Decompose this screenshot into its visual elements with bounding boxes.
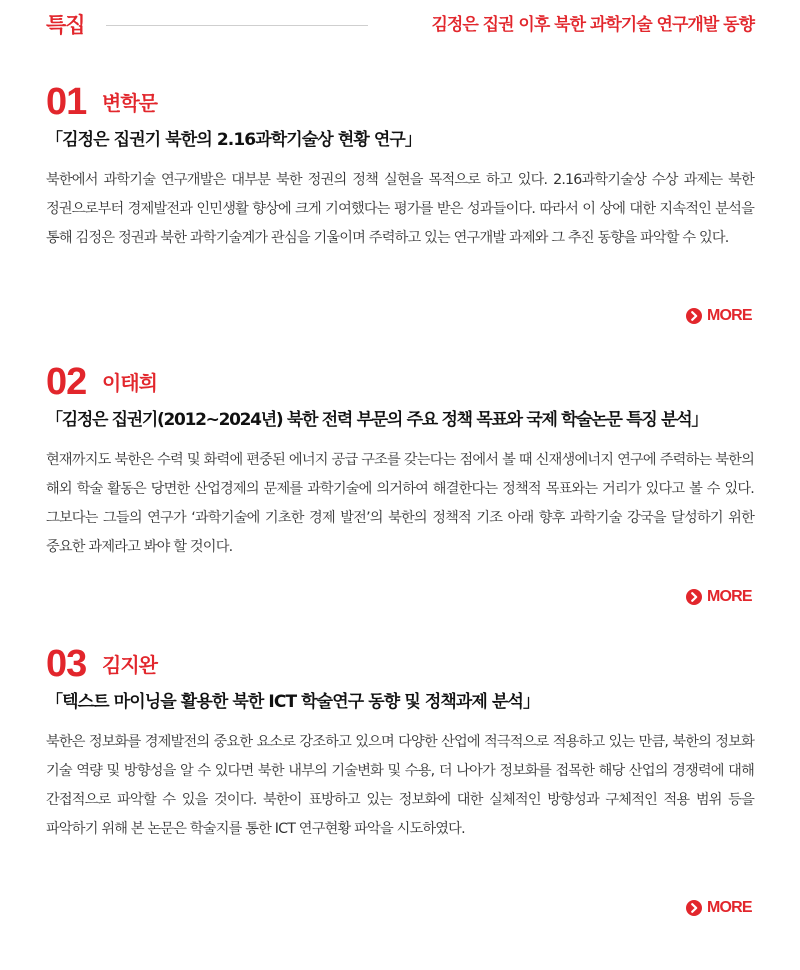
article-title: 「김정은 집권기(2012~2024년) 북한 전력 부문의 주요 정책 목표와 국제 학술논문 특징 분석」	[46, 410, 708, 430]
more-label: MORE	[707, 899, 752, 916]
article-01	[46, 82, 754, 253]
chevron-right-icon	[686, 900, 702, 916]
article-title: 「텍스트 마이닝을 활용한 북한 ICT 학술연구 동향 및 정책과제 분석」	[46, 692, 540, 712]
section-title: 김정은 집권 이후 북한 과학기술 연구개발 동향	[431, 15, 754, 35]
article-number: 02	[46, 361, 87, 403]
chevron-right-icon	[686, 589, 702, 605]
article-summary: 북한은 정보화를 경제발전의 중요한 요소로 강조하고 있으며 다양한 산업에 적극적으로 적용하고 있는 만큼, 북한의 정보화 기술 역량 및 방향성을 알 수 있다면 북한 내부의 기술변화 및 수용, 더 나아가 정보화를 접목한 해당 산업의 경쟁력에 대해 간접적으로 파악할 수 있을 것이다. 북한이 표방하고 있는 정보화에 대한 실체적인 방향성과 구체적인 적용 범위 등을 파악하기 위해 본 논문은 학술지를 통한 ICT 연구현황 파악을 시도하였다.	[46, 734, 754, 837]
more-label: MORE	[707, 588, 752, 605]
section-header	[46, 10, 754, 40]
header-divider	[106, 25, 368, 26]
chevron-right-icon	[686, 308, 702, 324]
article-02	[46, 362, 754, 562]
more-button[interactable]	[686, 897, 800, 919]
more-button[interactable]	[686, 305, 800, 327]
article-number: 03	[46, 643, 87, 685]
article-author: 변학문	[102, 91, 157, 115]
article-03	[46, 644, 754, 844]
more-label: MORE	[707, 307, 752, 324]
more-button[interactable]	[686, 586, 800, 608]
article-summary: 북한에서 과학기술 연구개발은 대부분 북한 정권의 정책 실현을 목적으로 하고 있다. 2.16과학기술상 수상 과제는 북한 정권으로부터 경제발전과 인민생활 향상에 크게 기여했다는 평가를 받은 성과들이다. 따라서 이 상에 대한 지속적인 분석을 통해 김정은 정권과 북한 과학기술계가 관심을 기울이며 주력하고 있는 연구개발 과제와 그 추진 동향을 파악할 수 있다.	[46, 172, 754, 246]
article-author: 김지완	[102, 653, 157, 677]
section-badge: 특집	[46, 13, 85, 37]
article-heading	[46, 362, 754, 402]
article-number: 01	[46, 81, 87, 123]
article-heading	[46, 82, 754, 122]
article-title: 「김정은 집권기 북한의 2.16과학기술상 현황 연구」	[46, 130, 422, 150]
article-author: 이태희	[102, 371, 157, 395]
article-heading	[46, 644, 754, 684]
article-summary: 현재까지도 북한은 수력 및 화력에 편중된 에너지 공급 구조를 갖는다는 점에서 볼 때 신재생에너지 연구에 주력하는 북한의 해외 학술 활동은 당면한 산업경제의 문제를 과학기술에 의거하여 해결한다는 정책적 목표와는 거리가 있다고 볼 수 있다. 그보다는 그들의 연구가 ‘과학기술에 기초한 경제 발전’의 북한의 정책적 기조 아래 향후 과학기술 강국을 달성하기 위한 중요한 과제라고 봐야 할 것이다.	[46, 452, 754, 555]
